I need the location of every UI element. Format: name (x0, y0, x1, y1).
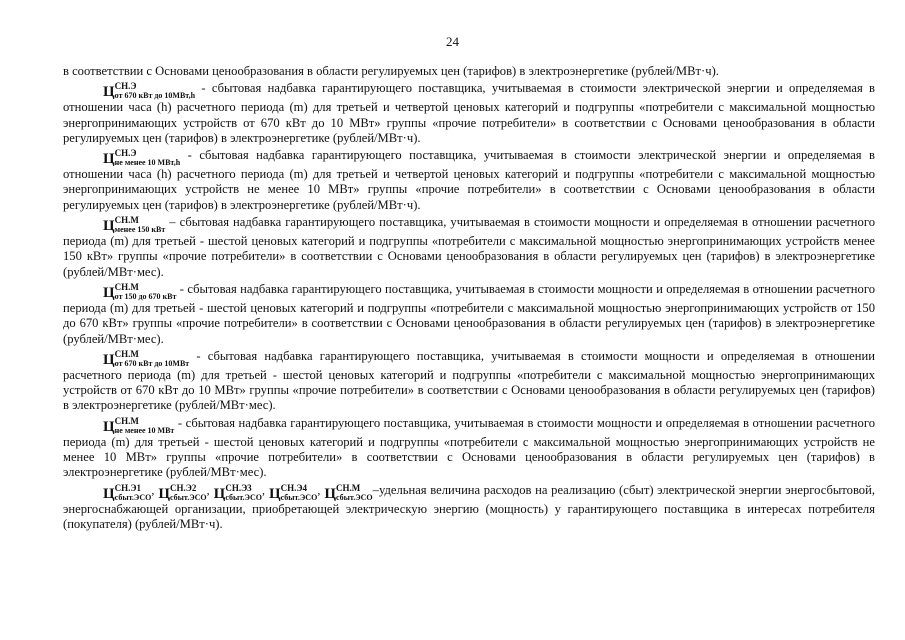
definition-paragraph (63, 148, 875, 213)
definition-paragraph (63, 416, 875, 481)
definition-text: - сбытовая надбавка гарантирующего поставщика, учитываемая в стоимости мощности и определяемая в отношении расчетного периода (m) для третьей - шестой ценовых категорий и подгруппы «потребители с максимальной мощностью энергопринимающих устройств от 670 кВт до 10 МВт» группы «прочие потребители» в соответствии с Основами ценообразования в области регулируемых цен (тарифов) в электроэнергетике (рублей/МВт·мес). (63, 348, 875, 413)
page-number: 24 (446, 34, 459, 49)
definition-paragraph (63, 282, 875, 347)
formula-symbol: Ц СН.М от 670 кВт до 10МВт (103, 348, 190, 368)
intro-paragraph: в соответствии с Основами ценообразования в области регулируемых цен (тарифов) в электроэнергетике (рублей/МВт·ч). (63, 64, 719, 78)
definition-text: - сбытовая надбавка гарантирующего поставщика, учитываемая в стоимости мощности и определяемая в отношении расчетного периода (m) для третьей - шестой ценовых категорий и подгруппы «потребители с максимальной мощностью энергопринимающих устройств от 150 до 670 кВт» группы «прочие потребители» в соответствии с Основами ценообразования в области регулируемых цен (тарифов) в электроэнергетике (рублей/МВт·мес). (63, 281, 875, 346)
formula-symbol: Ц СН.М сбыт.ЭСО (324, 482, 373, 502)
formula-symbol: Ц СН.Э3 сбыт.ЭСО (213, 482, 262, 502)
definition-text: - сбытовая надбавка гарантирующего поставщика, учитываемая в стоимости электрической энергии и определяемая в отношении часа (h) расчетного периода (m) для третьей и четвертой ценовых категорий и подгруппы «потребители с максимальной мощностью энергопринимающих устройств не менее 10 МВт» группы «прочие потребители» в соответствии с Основами ценообразования в области регулируемых цен (тарифов) в электроэнергетике (рублей/МВт·ч). (63, 148, 875, 212)
definition-text: – сбытовая надбавка гарантирующего поставщика, учитываемая в стоимости мощности и определяемая в отношении расчетного периода (m) для третьей - шестой ценовых категорий и подгруппы «потребители с максимальной мощностью энергопринимающих устройств менее 150 кВт» группы «прочие потребители» в соответствии с Основами ценообразования в области регулируемых цен (тарифов) в электроэнергетике (рублей/МВт·мес). (63, 215, 875, 279)
formula-symbol: Ц СН.Э4 сбыт.ЭСО (268, 482, 318, 502)
separator: , (261, 482, 265, 497)
definition-text: –удельная величина расходов на реализацию (сбыт) электрической энергии энергосбытовой, энергоснабжающей организации, приобретающей электрическую энергию (мощность) у гарантирующего поставщика в интересах потребителя (покупателя) (рублей/МВт·ч). (63, 482, 875, 531)
definition-text: - сбытовая надбавка гарантирующего поставщика, учитываемая в стоимости электрической энергии и определяемая в отношении часа (h) расчетного периода (m) для третьей и четвертой ценовых категорий и подгруппы «потребители с максимальной мощностью энергопринимающих устройств от 670 кВт до 10 МВт» группы «прочие потребители» в соответствии с Основами ценообразования в области регулируемых цен (тарифов) в электроэнергетике (рублей/МВт·ч). (63, 81, 875, 145)
formula-symbol: Ц СН.М не менее 10 МВт (103, 415, 175, 435)
separator: , (151, 482, 155, 497)
formula-symbol: Ц СН.Э не менее 10 МВт,h (103, 148, 181, 168)
definition-paragraph (63, 349, 875, 414)
formula-symbol: Ц СН.Э1 сбыт.ЭСО (103, 482, 152, 502)
separator: , (206, 482, 210, 497)
document-body (63, 64, 875, 534)
formula-symbol: Ц СН.М от 150 до 670 кВт (103, 281, 177, 301)
definition-paragraph (63, 215, 875, 280)
definition-paragraph (63, 81, 875, 146)
definition-text: - сбытовая надбавка гарантирующего поставщика, учитываемая в стоимости мощности и определяемая в отношении расчетного периода (m) для третьей - шестой ценовых категорий и подгруппы «потребители с максимальной мощностью энергопринимающих устройств не менее 10 МВт» группы «прочие потребители» в соответствии с Основами ценообразования в области регулируемых цен (тарифов) в электроэнергетике (рублей/МВт·мес). (63, 415, 875, 480)
separator: , (317, 482, 321, 497)
definition-paragraph-last (63, 483, 875, 533)
formula-symbol: Ц СН.Э2 сбыт.ЭСО (158, 482, 207, 502)
formula-symbol: Ц СН.М менее 150 кВт (103, 215, 166, 235)
formula-symbol: Ц СН.Э от 670 кВт до 10МВт,h (103, 81, 196, 101)
